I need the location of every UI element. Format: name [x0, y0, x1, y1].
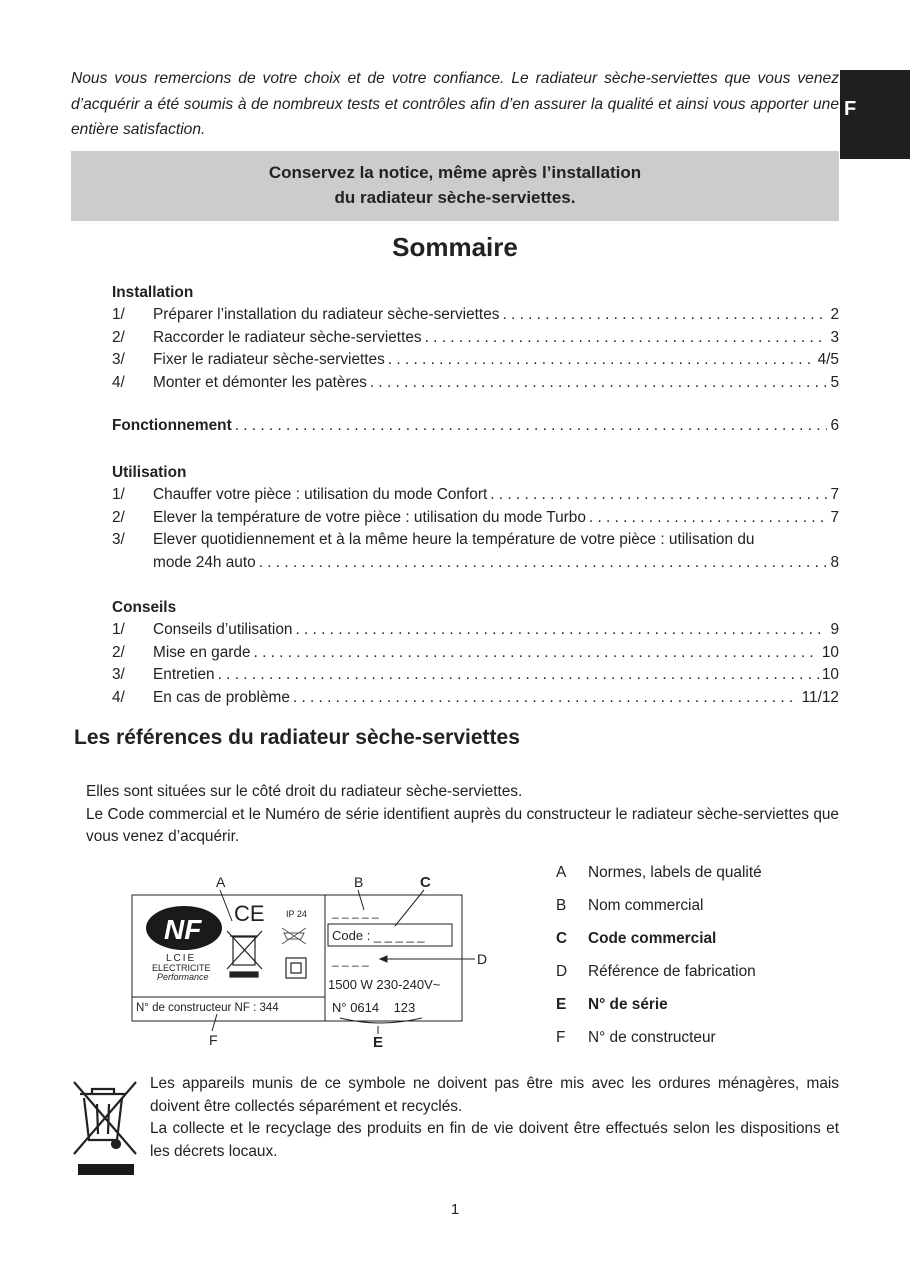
toc-leader: [293, 687, 799, 710]
toc-fonctionnement: [112, 415, 839, 438]
lcie-line-1: LCIE: [166, 953, 197, 964]
toc-item: [112, 349, 839, 372]
page-number: 1: [450, 1201, 460, 1218]
toc-item-page: 7: [830, 508, 839, 526]
toc-item-continuation: [112, 552, 839, 575]
toc-item-page: 4/5: [817, 351, 839, 368]
legend-item: [556, 959, 762, 992]
toc-item-page: 3: [830, 328, 839, 346]
toc-item: [112, 642, 839, 665]
notice-line-1: Conservez la notice, même après l’installation: [268, 163, 642, 182]
legend-item: [556, 992, 762, 1025]
legend-text: Référence de fabrication: [588, 963, 756, 980]
toc-item: [112, 304, 839, 327]
toc-item-label: Elever la température de votre pièce : utilisation du mode Turbo: [153, 508, 586, 526]
toc-item: [112, 507, 839, 530]
toc-utilisation: [112, 461, 839, 574]
toc-item-label: Monter et démonter les patères: [153, 373, 367, 391]
plate-legend: [556, 860, 762, 1058]
references-paragraph-2: Le Code commercial et le Numéro de série identifient auprès du constructeur le radiateur sèche-serviettes que vous venez d’acquérir.: [86, 805, 839, 845]
lcie-line-2: ELECTRICITE: [152, 963, 211, 973]
legend-text: N° de série: [588, 996, 668, 1013]
legend-item: [556, 893, 762, 926]
toc-leader: [218, 664, 819, 687]
callout-f: F: [209, 1032, 218, 1048]
serial-number: N° 0614 123: [332, 1000, 416, 1015]
toc-leader: [490, 484, 827, 507]
toc-leader: [589, 507, 828, 530]
language-tab-label: F: [844, 98, 857, 120]
legend-text: Normes, labels de qualité: [588, 864, 762, 881]
toc-item-label: Entretien: [153, 666, 215, 683]
toc-item-label: En cas de problème: [153, 688, 290, 706]
toc-item-num: 1/: [112, 486, 125, 503]
toc-item: [112, 327, 839, 350]
legend-text: Code commercial: [588, 930, 717, 947]
toc-item-num: 3/: [112, 531, 125, 548]
legend-text: Nom commercial: [588, 897, 704, 914]
toc-item-label: Fonctionnement: [112, 417, 232, 434]
power-rating: 1500 W 230-240V~: [328, 977, 441, 992]
toc-item-label: Chauffer votre pièce : utilisation du mode Confort: [153, 486, 488, 503]
toc-leader: [259, 552, 828, 575]
toc-item-num: 4/: [112, 688, 125, 706]
toc-item-page: 7: [830, 486, 839, 503]
toc-item-page: 10: [821, 643, 839, 661]
toc-item-num: 1/: [112, 306, 125, 323]
legend-key: D: [556, 963, 568, 980]
toc-item-page: 8: [830, 553, 839, 571]
rating-plate-diagram: [120, 866, 500, 1056]
legend-item: [556, 1025, 762, 1058]
recycling-bin-icon: [70, 1078, 142, 1178]
toc-item-page: 2: [830, 306, 839, 323]
constructor-number: N° de constructeur NF : 344: [136, 1002, 279, 1014]
recycling-paragraph-2: La collecte et le recyclage des produits en fin de vie doivent être effectués selon les dispositions et les décrets locaux.: [150, 1120, 839, 1160]
commercial-code: Code : _ _ _ _ _: [332, 928, 425, 943]
toc-item-num: 2/: [112, 508, 125, 526]
toc-item-label: Elever quotidiennement et à la même heure la température de votre pièce : utilisation du: [153, 531, 755, 548]
toc-item-label: Préparer l’installation du radiateur sèche-serviettes: [153, 306, 500, 323]
toc-item: [112, 415, 839, 438]
toc-item-num: 3/: [112, 666, 125, 683]
legend-item: [556, 860, 762, 893]
toc-item-label: Mise en garde: [153, 643, 251, 661]
legend-key: E: [556, 996, 567, 1013]
callout-b: B: [354, 874, 364, 890]
references-paragraph-1: Elles sont situées sur le côté droit du radiateur sèche-serviettes.: [86, 783, 523, 800]
toc-item: [112, 484, 839, 507]
toc-item-label: Conseils d’utilisation: [153, 621, 293, 638]
toc-leader: [425, 327, 828, 350]
recycling-paragraph-1: Les appareils munis de ce symbole ne doivent pas être mis avec les ordures ménagères, mais doivent être collectés séparément et recyclés.: [150, 1075, 839, 1115]
toc-item-num: 2/: [112, 643, 125, 661]
references-heading: Les références du radiateur sèche-serviettes: [74, 726, 520, 749]
toc-item-num: 3/: [112, 351, 125, 368]
notice-line-2: du radiateur sèche-serviettes.: [334, 188, 576, 207]
toc-item-page: 10: [821, 666, 839, 683]
legend-key: C: [556, 930, 568, 947]
toc-item: [112, 664, 839, 687]
reference-placeholder: _ _ _ _: [332, 953, 369, 967]
toc-item-page: 5: [830, 373, 839, 391]
toc-item-num: 4/: [112, 373, 125, 391]
toc-leader: [502, 304, 827, 327]
toc-section-heading: Conseils: [112, 599, 177, 616]
toc-leader: [370, 372, 828, 395]
ip-rating: IP 24: [286, 909, 307, 919]
legend-item: [556, 926, 762, 959]
toc-section-heading: Installation: [112, 284, 194, 301]
legend-text: N° de constructeur: [588, 1029, 716, 1046]
notice-banner: [71, 151, 839, 221]
references-text: [86, 781, 839, 849]
product-name-placeholder: _ _ _ _ _: [332, 905, 379, 919]
toc-item-num: 1/: [112, 621, 125, 638]
toc-item-label: Fixer le radiateur sèche-serviettes: [153, 351, 385, 368]
callout-a: A: [216, 874, 226, 890]
legend-key: F: [556, 1029, 566, 1046]
intro-paragraph: Nous vous remercions de votre choix et de votre confiance. Le radiateur sèche-serviettes que vous venez d’acquérir a été soumis à de nombreux tests et contrôles afin d’en assurer la qualité et ainsi vous apporter une entière satisfaction.: [71, 70, 839, 138]
toc-leader: [235, 415, 828, 438]
callout-d: D: [477, 951, 488, 967]
toc-leader: [295, 619, 827, 642]
legend-key: B: [556, 897, 567, 914]
toc-item: [112, 372, 839, 395]
toc-conseils: [112, 596, 839, 709]
toc-item-num: 2/: [112, 328, 125, 346]
toc-leader: [388, 349, 815, 372]
lcie-line-3: Performance: [157, 972, 209, 982]
toc-item-page: 9: [830, 621, 839, 638]
callout-e: E: [373, 1034, 384, 1051]
recycling-text: [150, 1073, 839, 1163]
toc-item-label: Raccorder le radiateur sèche-serviettes: [153, 328, 422, 346]
page-title: Sommaire: [392, 232, 518, 262]
toc-installation: [112, 281, 839, 394]
toc-item: [112, 619, 839, 642]
callout-c: C: [420, 874, 431, 891]
nf-logo-text: NF: [164, 914, 202, 945]
toc-item: [112, 529, 839, 552]
toc-item-page: 11/12: [801, 688, 839, 706]
toc-item-label: mode 24h auto: [153, 553, 256, 571]
toc-item: [112, 687, 839, 710]
toc-item-page: 6: [830, 417, 839, 434]
ce-mark: CE: [234, 901, 265, 926]
toc-section-heading: Utilisation: [112, 464, 187, 481]
language-tab: [840, 70, 910, 159]
toc-leader: [254, 642, 819, 665]
legend-key: A: [556, 864, 567, 881]
